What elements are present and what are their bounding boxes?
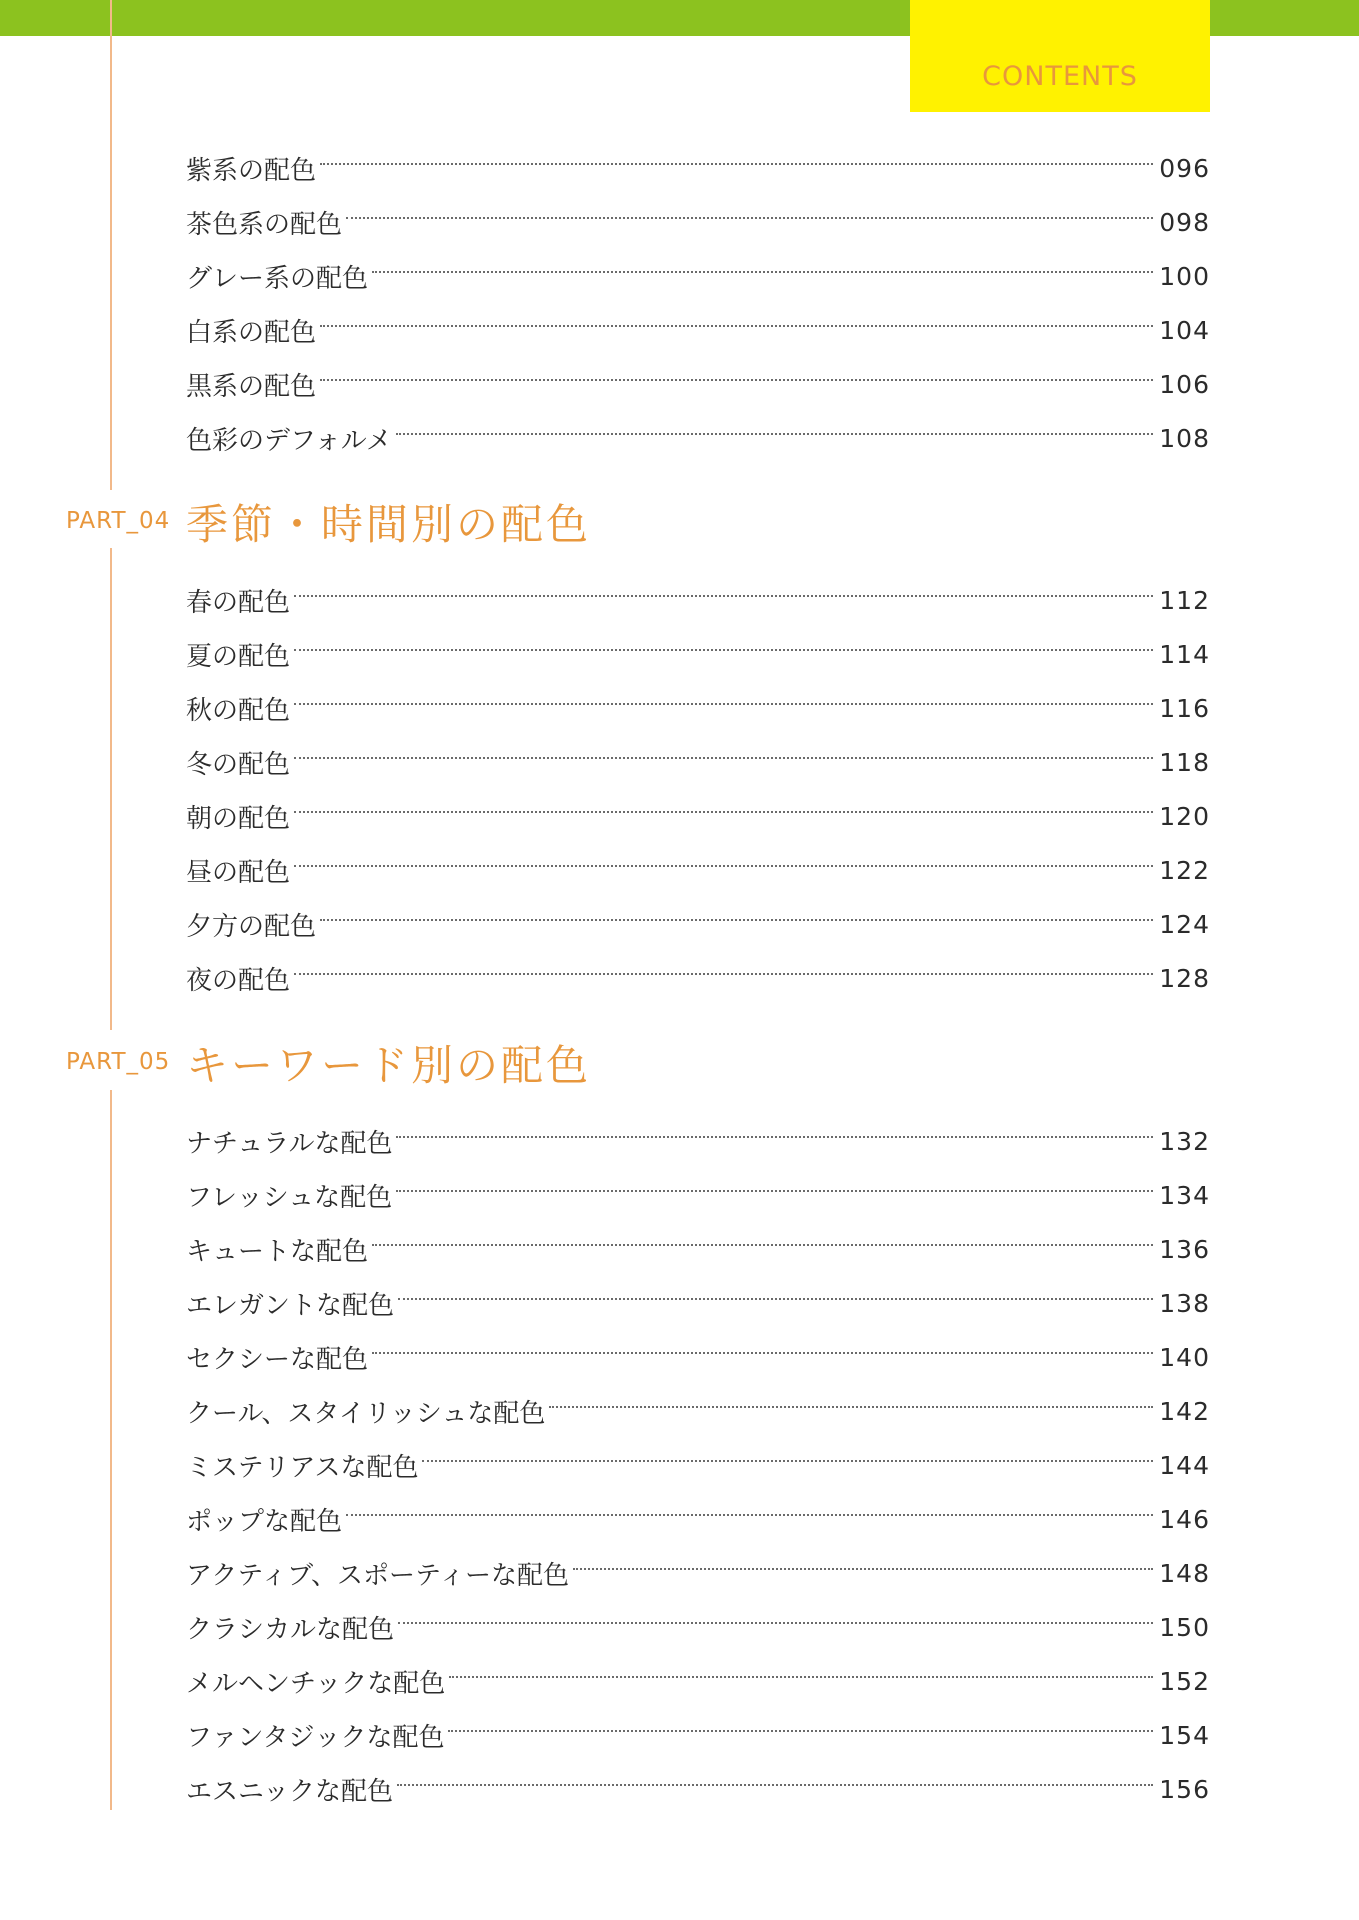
dot-leader [397,1784,1153,1786]
toc-entry[interactable] [186,796,1210,836]
toc-entry[interactable] [186,1661,1210,1701]
part-label: PART_05 [66,1049,171,1075]
entry-title: ファンタジックな配色 [186,1722,445,1753]
entry-page: 136 [1159,1234,1210,1264]
entry-page: 108 [1159,423,1210,453]
entry-title: グレー系の配色 [186,263,369,294]
entry-page: 140 [1159,1342,1210,1372]
entry-page: 148 [1159,1558,1210,1588]
entry-title: 黒系の配色 [186,371,317,402]
toc-entry[interactable] [186,1283,1210,1323]
entry-title: 昼の配色 [186,857,291,888]
toc-entry[interactable] [186,1499,1210,1539]
entry-title: フレッシュな配色 [186,1182,393,1213]
entry-page: 106 [1159,369,1210,399]
dot-leader [320,379,1153,381]
entry-title: セクシーな配色 [186,1344,369,1375]
toc-entry[interactable] [186,1445,1210,1485]
entry-title: 冬の配色 [186,749,291,780]
dot-leader [320,919,1153,921]
entry-page: 134 [1159,1180,1210,1210]
entry-title: 茶色系の配色 [186,209,343,240]
dot-leader [372,1244,1153,1246]
entry-title: エレガントな配色 [186,1290,395,1321]
entry-page: 098 [1159,207,1210,237]
toc-entry[interactable] [186,310,1210,350]
entry-title: メルヘンチックな配色 [186,1668,446,1699]
entry-title: クール、スタイリッシュな配色 [186,1398,546,1429]
entry-title: 春の配色 [186,587,291,618]
toc-entry[interactable] [186,958,1210,998]
entry-page: 124 [1159,909,1210,939]
entry-title: ミステリアスな配色 [186,1452,419,1483]
entry-title: クラシカルな配色 [186,1614,395,1645]
contents-tab [910,0,1210,112]
dot-leader [422,1460,1153,1462]
dot-leader [294,649,1153,651]
entry-page: 152 [1159,1666,1210,1696]
entry-page: 142 [1159,1396,1210,1426]
toc-entry[interactable] [186,688,1210,728]
dot-leader [294,595,1153,597]
dot-leader [346,217,1153,219]
toc-entry[interactable] [186,904,1210,944]
dot-leader [294,865,1153,867]
dot-leader [396,1190,1153,1192]
entry-page: 114 [1159,639,1210,669]
entry-title: 夕方の配色 [186,911,317,942]
margin-rule [110,548,112,1030]
dot-leader [398,1298,1153,1300]
entry-page: 132 [1159,1126,1210,1156]
dot-leader [396,433,1153,435]
entry-title: 色彩のデフォルメ [186,425,392,456]
entry-page: 138 [1159,1288,1210,1318]
toc-entry[interactable] [186,364,1210,404]
entry-title: 朝の配色 [186,803,291,834]
dot-leader [294,757,1153,759]
entry-title: エスニックな配色 [186,1776,393,1807]
dot-leader [372,1352,1153,1354]
toc-entry[interactable] [186,1607,1210,1647]
toc-entry[interactable] [186,256,1210,296]
toc-entry[interactable] [186,850,1210,890]
toc-entry[interactable] [186,1715,1210,1755]
dot-leader [396,1136,1153,1138]
entry-page: 120 [1159,801,1210,831]
dot-leader [294,703,1153,705]
entry-title: ポップな配色 [186,1506,343,1537]
dot-leader [549,1406,1153,1408]
dot-leader [294,973,1153,975]
entry-page: 112 [1159,585,1210,615]
entry-page: 128 [1159,963,1210,993]
toc-entry[interactable] [186,202,1210,242]
toc-entry[interactable] [186,1229,1210,1269]
entry-page: 116 [1159,693,1210,723]
dot-leader [320,163,1153,165]
entry-page: 122 [1159,855,1210,885]
toc-entry[interactable] [186,1175,1210,1215]
dot-leader [294,811,1153,813]
toc-entry[interactable] [186,634,1210,674]
entry-page: 154 [1159,1720,1210,1750]
dot-leader [449,1676,1153,1678]
entry-title: ナチュラルな配色 [186,1128,393,1159]
toc-entry[interactable] [186,742,1210,782]
entry-page: 144 [1159,1450,1210,1480]
entry-title: 紫系の配色 [186,155,317,186]
entry-page: 118 [1159,747,1210,777]
part-title: キーワード別の配色 [186,1041,592,1090]
margin-rule [110,0,112,490]
dot-leader [372,271,1153,273]
dot-leader [448,1730,1153,1732]
margin-rule [110,1090,112,1810]
entry-title: 白系の配色 [186,317,317,348]
part-title: 季節・時間別の配色 [186,500,592,549]
dot-leader [398,1622,1153,1624]
toc-entry[interactable] [186,1553,1210,1593]
part-label: PART_04 [66,508,171,534]
entry-title: キュートな配色 [186,1236,369,1267]
dot-leader [320,325,1153,327]
entry-title: 秋の配色 [186,695,291,726]
toc-entry[interactable] [186,1337,1210,1377]
toc-entry[interactable] [186,580,1210,620]
entry-title: 夏の配色 [186,641,291,672]
dot-leader [346,1514,1153,1516]
toc-entry[interactable] [186,1121,1210,1161]
entry-page: 146 [1159,1504,1210,1534]
part-heading [0,1033,1359,1093]
entry-page: 104 [1159,315,1210,345]
part-heading [0,492,1359,552]
dot-leader [573,1568,1153,1570]
entry-page: 150 [1159,1612,1210,1642]
entry-page: 100 [1159,261,1210,291]
entry-title: 夜の配色 [186,965,291,996]
entry-page: 156 [1159,1774,1210,1804]
toc-entry[interactable] [186,1769,1210,1809]
toc-entry[interactable] [186,1391,1210,1431]
entry-title: アクティブ、スポーティーな配色 [186,1560,569,1591]
toc-entry[interactable] [186,418,1210,458]
toc-entry[interactable] [186,148,1210,188]
contents-label: CONTENTS [982,61,1138,92]
entry-page: 096 [1159,153,1210,183]
